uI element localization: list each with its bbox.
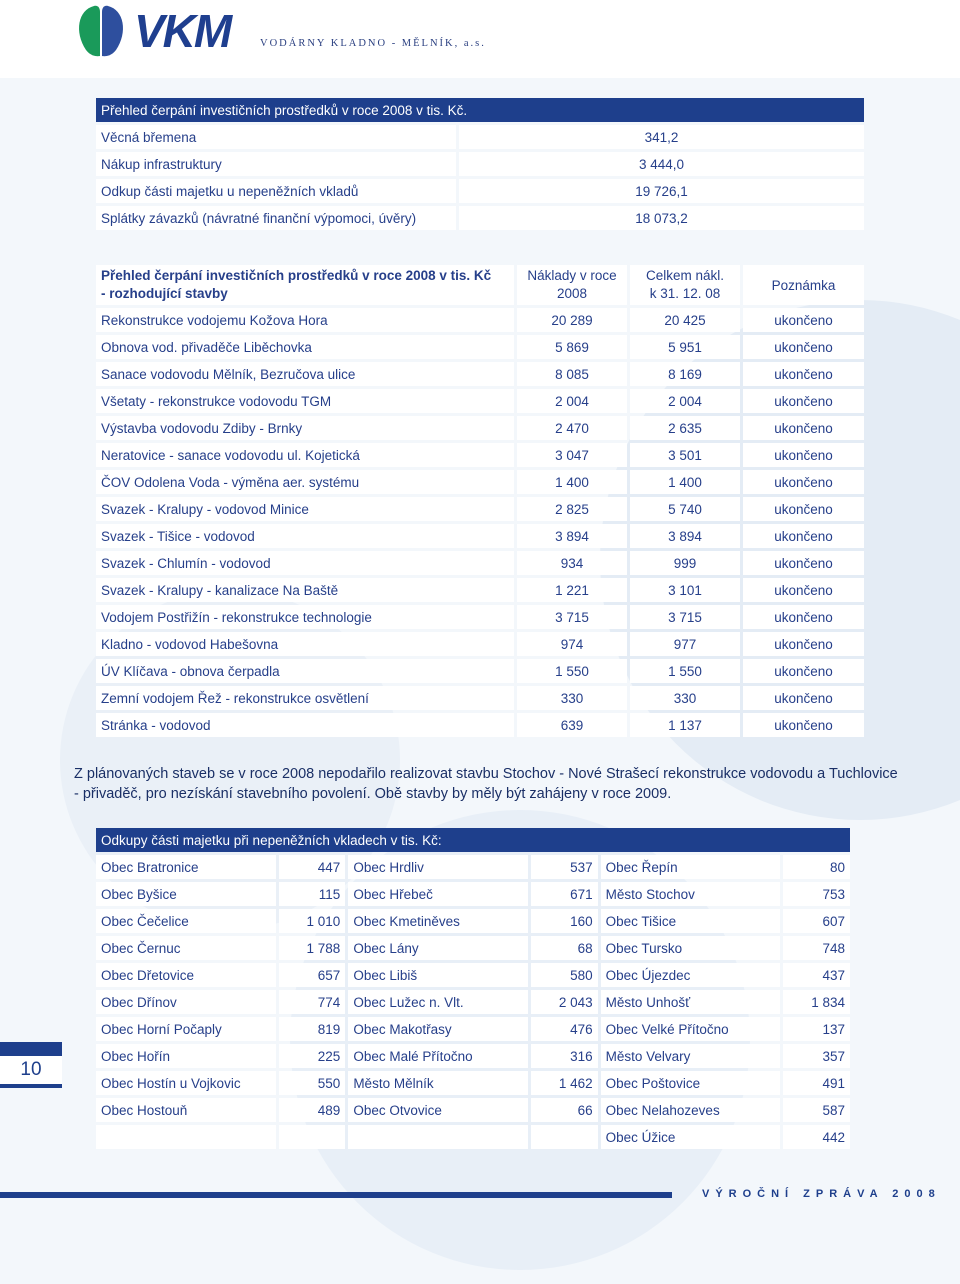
municipality-name: Obec Újezdec — [601, 963, 781, 987]
construction-name: ČOV Odolena Voda - výměna aer. systému — [96, 470, 514, 494]
asset-purchase-table — [93, 825, 853, 1152]
table-row — [96, 125, 864, 149]
table-row — [96, 713, 864, 737]
header-title-line: Přehled čerpání investičních prostředků v roce 2008 v tis. Kč — [101, 268, 492, 283]
construction-cost: 8 085 — [517, 362, 627, 386]
construction-cost: 2 470 — [517, 416, 627, 440]
municipality-name: Obec Úžice — [601, 1125, 781, 1149]
construction-cost: 1 221 — [517, 578, 627, 602]
construction-cost: 330 — [517, 686, 627, 710]
municipality-value: 68 — [531, 936, 598, 960]
municipality-name: Obec Hřebeč — [348, 882, 528, 906]
construction-name: Zemní vodojem Řež - rekonstrukce osvětlení — [96, 686, 514, 710]
construction-name: Stránka - vodovod — [96, 713, 514, 737]
municipality-name: Město Velvary — [601, 1044, 781, 1068]
construction-total: 3 894 — [630, 524, 740, 548]
table-row — [96, 578, 864, 602]
construction-cost: 2 004 — [517, 389, 627, 413]
municipality-value: 476 — [531, 1017, 598, 1041]
municipality-value: 748 — [783, 936, 850, 960]
header-total-line: Celkem nákl. — [645, 268, 725, 283]
construction-note: ukončeno — [743, 497, 864, 521]
construction-total: 977 — [630, 632, 740, 656]
table-row — [96, 416, 864, 440]
construction-cost: 934 — [517, 551, 627, 575]
municipality-value: 447 — [279, 855, 346, 879]
municipality-value — [279, 1125, 346, 1149]
header-title-line: - rozhodující stavby — [101, 286, 228, 301]
note-paragraph: Z plánovaných staveb se v roce 2008 nepodařilo realizovat stavbu Stochov - Nové Strašecí rekonstrukce vodovodu a Tuchlovice - přivaděč, pro nezískání stavebního povolení. Obě stavby by měly být zahájeny v roce 2009. — [74, 766, 898, 802]
header-band — [0, 0, 960, 78]
construction-total: 2 635 — [630, 416, 740, 440]
construction-note: ukončeno — [743, 578, 864, 602]
municipality-value: 657 — [279, 963, 346, 987]
table-row — [96, 443, 864, 467]
construction-cost: 3 715 — [517, 605, 627, 629]
municipality-name: Obec Hrdliv — [348, 855, 528, 879]
municipality-value: 316 — [531, 1044, 598, 1068]
municipality-value: 437 — [783, 963, 850, 987]
municipality-name: Obec Makotřasy — [348, 1017, 528, 1041]
municipality-value: 671 — [531, 882, 598, 906]
construction-cost: 3 047 — [517, 443, 627, 467]
municipality-name: Obec Byšice — [96, 882, 276, 906]
municipality-value: 66 — [531, 1098, 598, 1122]
construction-note: ukončeno — [743, 308, 864, 332]
municipality-name: Obec Lužec n. Vlt. — [348, 990, 528, 1014]
header-cost-line: 2008 — [556, 286, 588, 301]
vkm-logo-icon — [72, 2, 130, 58]
construction-name: Svazek - Tišice - vodovod — [96, 524, 514, 548]
row-value: 341,2 — [459, 125, 864, 149]
construction-total: 5 740 — [630, 497, 740, 521]
table-row — [96, 308, 864, 332]
construction-cost: 1 550 — [517, 659, 627, 683]
header-title — [96, 265, 514, 305]
table-row — [96, 990, 850, 1014]
municipality-name: Obec Tišice — [601, 909, 781, 933]
construction-cost: 1 400 — [517, 470, 627, 494]
table-row — [96, 206, 864, 230]
municipality-name: Obec Lány — [348, 936, 528, 960]
footer-bar — [0, 1192, 672, 1198]
table-row — [96, 470, 864, 494]
municipality-value — [531, 1125, 598, 1149]
construction-name: Svazek - Kralupy - vodovod Minice — [96, 497, 514, 521]
municipality-value: 607 — [783, 909, 850, 933]
municipality-name: Obec Libiš — [348, 963, 528, 987]
municipality-value: 442 — [783, 1125, 850, 1149]
municipality-value: 225 — [279, 1044, 346, 1068]
logo-text: VKM — [134, 5, 231, 57]
table-row — [96, 1044, 850, 1068]
municipality-value: 2 043 — [531, 990, 598, 1014]
municipality-name: Obec Poštovice — [601, 1071, 781, 1095]
construction-total: 8 169 — [630, 362, 740, 386]
construction-name: Svazek - Kralupy - kanalizace Na Baště — [96, 578, 514, 602]
municipality-value: 774 — [279, 990, 346, 1014]
municipality-name: Město Mělník — [348, 1071, 528, 1095]
municipality-value: 1 462 — [531, 1071, 598, 1095]
municipality-name: Obec Řepín — [601, 855, 781, 879]
municipality-value: 1 834 — [783, 990, 850, 1014]
table-row — [96, 524, 864, 548]
construction-total: 1 137 — [630, 713, 740, 737]
table-row — [96, 909, 850, 933]
municipality-value: 160 — [531, 909, 598, 933]
header-note: Poznámka — [743, 265, 864, 305]
table-row — [96, 882, 850, 906]
municipality-value: 491 — [783, 1071, 850, 1095]
row-value: 3 444,0 — [459, 152, 864, 176]
construction-total: 1 550 — [630, 659, 740, 683]
construction-name: Sanace vodovodu Mělník, Bezručova ulice — [96, 362, 514, 386]
municipality-value: 587 — [783, 1098, 850, 1122]
header-total-line: k 31. 12. 08 — [649, 286, 721, 301]
municipality-name: Obec Nelahozeves — [601, 1098, 781, 1122]
construction-note: ukončeno — [743, 362, 864, 386]
municipality-name: Obec Kmetiněves — [348, 909, 528, 933]
municipality-name: Město Unhošť — [601, 990, 781, 1014]
construction-note: ukončeno — [743, 551, 864, 575]
table-row — [96, 936, 850, 960]
page-number: 10 — [0, 1056, 62, 1084]
table-row — [96, 335, 864, 359]
municipality-name: Obec Otvovice — [348, 1098, 528, 1122]
logo-tagline: VODÁRNY KLADNO - MĚLNÍK, a.s. — [260, 38, 486, 49]
construction-total: 3 501 — [630, 443, 740, 467]
table-row — [96, 551, 864, 575]
table-row — [96, 152, 864, 176]
construction-total: 3 101 — [630, 578, 740, 602]
table-row — [96, 605, 864, 629]
construction-cost: 974 — [517, 632, 627, 656]
row-label: Odkup části majetku u nepeněžních vkladů — [96, 179, 456, 203]
table-row — [96, 855, 850, 879]
construction-name: Výstavba vodovodu Zdiby - Brnky — [96, 416, 514, 440]
construction-total: 1 400 — [630, 470, 740, 494]
table-title: Přehled čerpání investičních prostředků v roce 2008 v tis. Kč. — [96, 98, 864, 122]
table-title: Odkupy části majetku při nepeněžních vkladech v tis. Kč: — [96, 828, 850, 852]
municipality-name: Obec Hostín u Vojkovic — [96, 1071, 276, 1095]
construction-name: Rekonstrukce vodojemu Kožova Hora — [96, 308, 514, 332]
construction-name: Vodojem Postřižín - rekonstrukce technologie — [96, 605, 514, 629]
construction-note: ukončeno — [743, 659, 864, 683]
construction-total: 3 715 — [630, 605, 740, 629]
table-row — [96, 686, 864, 710]
table-row — [96, 1098, 850, 1122]
municipality-name: Obec Čečelice — [96, 909, 276, 933]
construction-note: ukončeno — [743, 686, 864, 710]
municipality-value: 137 — [783, 1017, 850, 1041]
construction-name: ÚV Klíčava - obnova čerpadla — [96, 659, 514, 683]
construction-total: 999 — [630, 551, 740, 575]
construction-cost: 2 825 — [517, 497, 627, 521]
municipality-name: Obec Velké Přítočno — [601, 1017, 781, 1041]
row-label: Splátky závazků (návratné finanční výpomoci, úvěry) — [96, 206, 456, 230]
municipality-name: Obec Černuc — [96, 936, 276, 960]
municipality-name: Obec Horní Počaply — [96, 1017, 276, 1041]
municipality-value: 489 — [279, 1098, 346, 1122]
municipality-name — [96, 1125, 276, 1149]
municipality-name: Obec Dřínov — [96, 990, 276, 1014]
municipality-name: Obec Hostouň — [96, 1098, 276, 1122]
row-value: 18 073,2 — [459, 206, 864, 230]
construction-note: ukončeno — [743, 605, 864, 629]
construction-note: ukončeno — [743, 524, 864, 548]
investment-summary-table — [93, 95, 867, 233]
construction-note: ukončeno — [743, 443, 864, 467]
municipality-name: Obec Tursko — [601, 936, 781, 960]
construction-total: 20 425 — [630, 308, 740, 332]
table-row — [96, 632, 864, 656]
table-row — [96, 1017, 850, 1041]
table-row — [96, 1071, 850, 1095]
row-value: 19 726,1 — [459, 179, 864, 203]
municipality-value: 819 — [279, 1017, 346, 1041]
municipality-name: Město Stochov — [601, 882, 781, 906]
row-label: Věcná břemena — [96, 125, 456, 149]
key-constructions-table — [93, 262, 867, 740]
construction-note: ukončeno — [743, 416, 864, 440]
construction-cost: 3 894 — [517, 524, 627, 548]
municipality-value: 115 — [279, 882, 346, 906]
municipality-value: 1 010 — [279, 909, 346, 933]
construction-cost: 639 — [517, 713, 627, 737]
header-cost — [517, 265, 627, 305]
municipality-value: 1 788 — [279, 936, 346, 960]
construction-cost: 5 869 — [517, 335, 627, 359]
municipality-value: 753 — [783, 882, 850, 906]
municipality-value: 537 — [531, 855, 598, 879]
table-row — [96, 497, 864, 521]
row-label: Nákup infrastruktury — [96, 152, 456, 176]
page-number-tab — [0, 1042, 62, 1088]
construction-total: 5 951 — [630, 335, 740, 359]
construction-note: ukončeno — [743, 713, 864, 737]
construction-note: ukončeno — [743, 335, 864, 359]
header-total — [630, 265, 740, 305]
construction-note: ukončeno — [743, 389, 864, 413]
table-row — [96, 1125, 850, 1149]
construction-name: Kladno - vodovod Habešovna — [96, 632, 514, 656]
municipality-value: 357 — [783, 1044, 850, 1068]
table-row — [96, 362, 864, 386]
municipality-name: Obec Dřetovice — [96, 963, 276, 987]
municipality-value: 80 — [783, 855, 850, 879]
construction-name: Všetaty - rekonstrukce vodovodu TGM — [96, 389, 514, 413]
construction-name: Svazek - Chlumín - vodovod — [96, 551, 514, 575]
table-row — [96, 389, 864, 413]
municipality-name: Obec Malé Přítočno — [348, 1044, 528, 1068]
construction-note: ukončeno — [743, 632, 864, 656]
construction-total: 330 — [630, 686, 740, 710]
municipality-name: Obec Bratronice — [96, 855, 276, 879]
municipality-name: Obec Hořín — [96, 1044, 276, 1068]
table-row — [96, 179, 864, 203]
construction-name: Neratovice - sanace vodovodu ul. Kojetická — [96, 443, 514, 467]
construction-cost: 20 289 — [517, 308, 627, 332]
construction-total: 2 004 — [630, 389, 740, 413]
construction-note: ukončeno — [743, 470, 864, 494]
municipality-value: 550 — [279, 1071, 346, 1095]
table-row — [96, 963, 850, 987]
header-cost-line: Náklady v roce — [527, 268, 617, 283]
footer-text: VÝROČNÍ ZPRÁVA 2008 — [702, 1188, 941, 1200]
table-row — [96, 659, 864, 683]
municipality-value: 580 — [531, 963, 598, 987]
municipality-name — [348, 1125, 528, 1149]
construction-name: Obnova vod. přivaděče Liběchovka — [96, 335, 514, 359]
